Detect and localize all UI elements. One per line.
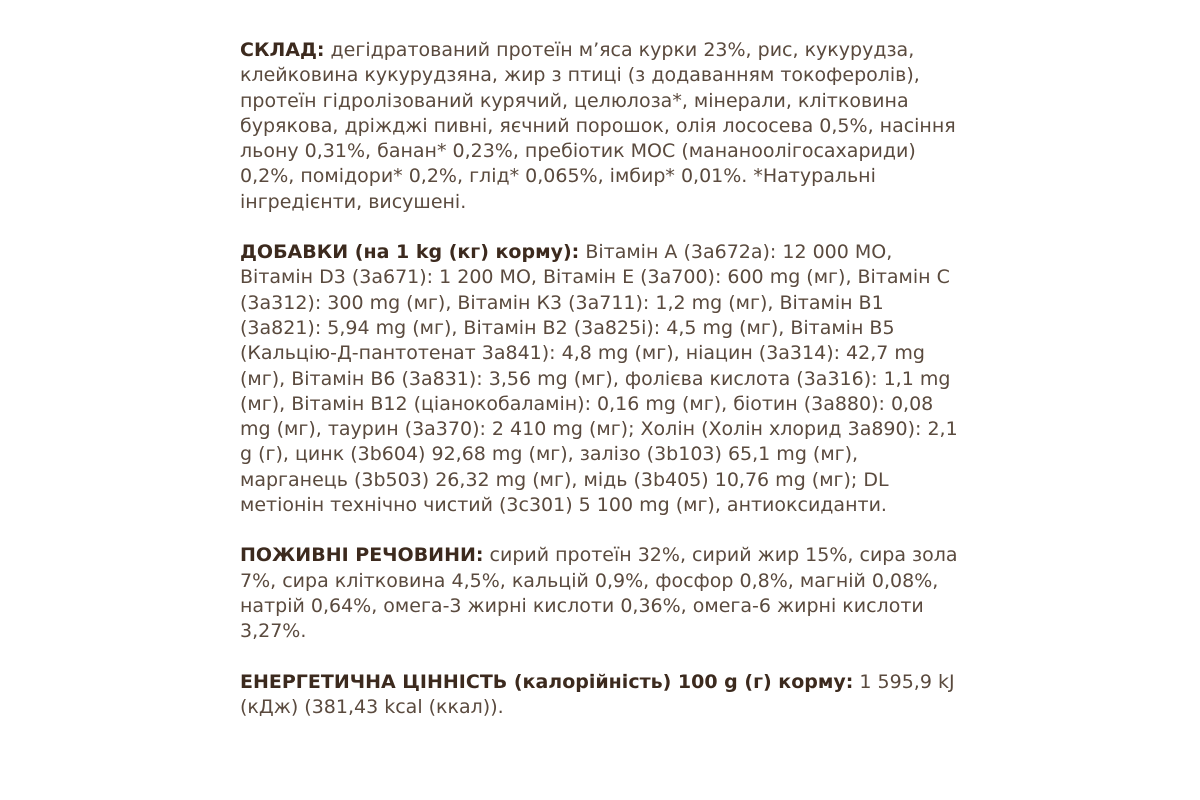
energy-text: 1 595,9 kJ (кДж) (381,43 kcal (ккал)). bbox=[240, 670, 955, 718]
additives-section bbox=[240, 240, 960, 518]
energy-heading: ЕНЕРГЕТИЧНА ЦІННІСТЬ (калорійність) 100 g (г) корму: bbox=[240, 670, 854, 693]
nutrients-section bbox=[240, 543, 960, 644]
ingredients-document bbox=[240, 38, 960, 720]
composition-text: дегідратований протеїн м’яса курки 23%, рис, кукурудза, клейковина кукурудзяна, жир з птиці (з додаванням токоферолів), протеїн гідролізований курячий, целюлоза*, мінерали, клітковина бурякова, дріжджі пивні, яєчний порошок, олія лососева 0,5%, насіння льону 0,31%, банан* 0,23%, пребіотик МОС (мананоолігосахариди) 0,2%, помідори* 0,2%, глід* 0,065%, імбир* 0,01%. *Натуральні інгредієнти, висушені. bbox=[240, 39, 956, 213]
additives-heading: ДОБАВКИ (на 1 kg (кг) корму): bbox=[240, 241, 580, 264]
nutrients-text: сирий протеїн 32%, сирий жир 15%, сира зола 7%, сира клітковина 4,5%, кальцій 0,9%, фосфор 0,8%, магній 0,08%, натрій 0,64%, омега-3 жирні кислоти 0,36%, омега-6 жирні кислоти 3,27%. bbox=[240, 544, 958, 643]
composition-heading: СКЛАД: bbox=[240, 39, 325, 61]
energy-section bbox=[240, 670, 960, 721]
additives-text: Вітамін А (3а672а): 12 000 МО, Вітамін D3 (3а671): 1 200 МО, Вітамін Е (3а700): 600 mg (мг), Вітамін С (3а312): 300 mg (мг), Вітамін К3 (3а711): 1,2 mg (мг), Вітамін В1 (3а821): 5,94 mg (мг), Вітамін В2 (3а825і): 4,5 mg (мг), Вітамін В5 (Кальцію-Д-пантотенат 3а841): 4,8 mg (мг), ніацин (3а314): 42,7 mg (мг), Вітамін В6 (3а831): 3,56 mg (мг), фолієва кислота (3а316): 1,1 mg (мг), Вітамін В12 (ціанокобаламін): 0,16 mg (мг), біотин (3а880): 0,08 mg (мг), таурин (3а370): 2 410 mg (мг); Холін (Холін хлорид 3а890): 2,1 g (г), цинк (3b604) 92,68 mg (мг), залізо (3b103) 65,1 mg (мг), марганець (3b503) 26,32 mg (мг), мідь (3b405) 10,76 mg (мг); DL метіонін технічно чистий (3с301) 5 100 mg (мг), антиоксиданти. bbox=[240, 241, 958, 517]
nutrients-heading: ПОЖИВНІ РЕЧОВИНИ: bbox=[240, 544, 484, 567]
composition-section bbox=[240, 38, 960, 215]
